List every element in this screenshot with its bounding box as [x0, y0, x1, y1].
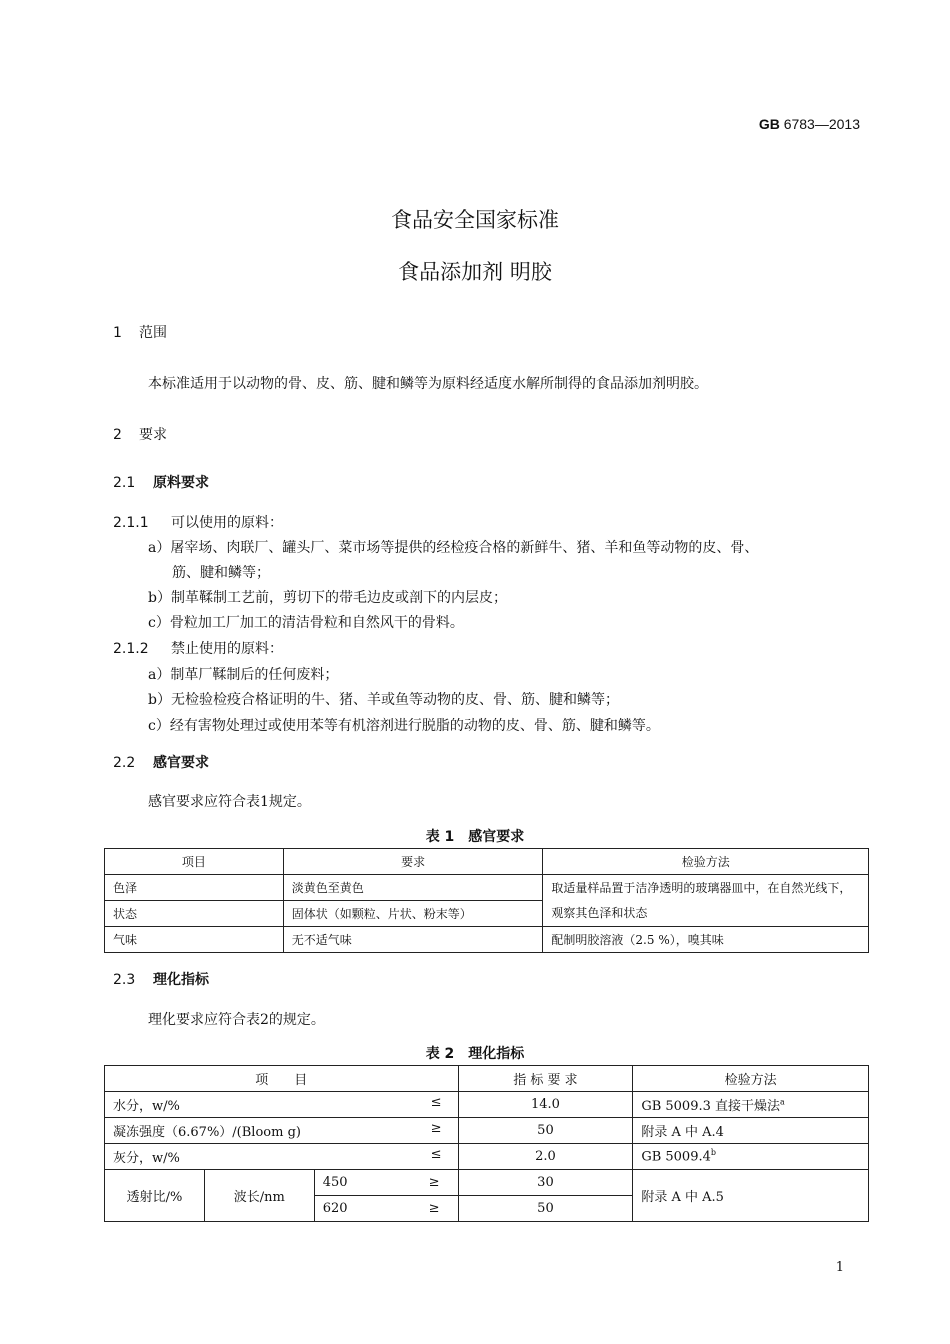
footnote-marker: b — [710, 1148, 716, 1158]
page-number: 1 — [835, 1260, 844, 1275]
list-item: b）无检验检疫合格证明的牛、猪、羊或鱼等动物的皮、骨、筋、腱和鳞等； — [148, 692, 619, 708]
physicochemical-indicators-table — [104, 1065, 869, 1222]
table-cell: 50 — [458, 1118, 633, 1144]
table-cell: 透射比/% — [105, 1170, 205, 1222]
table-row — [105, 927, 869, 953]
standard-code: GB 6783—2013 — [758, 116, 860, 132]
comparison-symbol: ≤ — [430, 1095, 442, 1110]
table-cell: 14.0 — [458, 1092, 633, 1118]
table-row — [105, 875, 869, 901]
table-cell — [105, 1144, 459, 1170]
wavelength-value: 620 — [322, 1201, 348, 1216]
table-row — [105, 1118, 869, 1144]
table-cell: 2.0 — [458, 1144, 633, 1170]
section-1-heading: 1 范围 — [113, 325, 167, 341]
column-header: 检验方法 — [543, 849, 869, 875]
comparison-symbol: ≥ — [430, 1121, 442, 1136]
method-text: GB 5009.4 — [641, 1149, 711, 1165]
column-header: 项目 — [105, 849, 284, 875]
table-header-row — [105, 849, 869, 875]
list-item: c）经有害物处理过或使用苯等有机溶剂进行脱脂的动物的皮、骨、筋、腱和鳞等。 — [148, 718, 660, 734]
footnote-marker: a — [780, 1097, 785, 1107]
column-header: 要求 — [283, 849, 543, 875]
item-label: 凝冻强度（6.67%）/(Bloom g) — [113, 1125, 301, 1140]
column-header: 检验方法 — [633, 1066, 869, 1092]
table-cell: 气味 — [105, 927, 284, 953]
comparison-symbol: ≤ — [430, 1147, 442, 1162]
section-2-3-text: 理化要求应符合表2的规定。 — [148, 1012, 325, 1028]
table-cell — [633, 1092, 869, 1118]
table-row — [105, 1092, 869, 1118]
section-2-1-2-heading: 2.1.2 禁止使用的原料： — [113, 641, 283, 657]
table-cell: 淡黄色至黄色 — [283, 875, 543, 901]
column-header: 项 目 — [105, 1066, 459, 1092]
table-cell: 50 — [458, 1196, 633, 1222]
table-row — [105, 1170, 869, 1196]
column-header: 指 标 要 求 — [458, 1066, 633, 1092]
method-text: GB 5009.3 直接干燥法 — [641, 1099, 781, 1114]
list-item: b）制革鞣制工艺前，剪切下的带毛边皮或剖下的内层皮； — [148, 590, 507, 606]
table-cell: 30 — [458, 1170, 633, 1196]
table-cell — [105, 1118, 459, 1144]
table-cell — [314, 1196, 458, 1222]
table-2-caption: 表 2 理化指标 — [425, 1046, 525, 1062]
section-2-1-1-heading: 2.1.1 可以使用的原料： — [113, 515, 283, 531]
document-title: 食品安全国家标准 — [391, 208, 559, 232]
item-label: 灰分，w/% — [113, 1151, 180, 1166]
list-item-continuation: 筋、腱和鳞等； — [172, 565, 270, 581]
section-2-2-text: 感官要求应符合表1规定。 — [148, 794, 311, 810]
wavelength-value: 450 — [322, 1175, 348, 1190]
table-cell: 色泽 — [105, 875, 284, 901]
table-header-row — [105, 1066, 869, 1092]
section-2-2-heading: 2.2 感官要求 — [113, 755, 209, 771]
section-2-1-heading: 2.1 原料要求 — [113, 475, 209, 491]
table-cell: 固体状（如颗粒、片状、粉末等） — [283, 901, 543, 927]
table-cell — [105, 1092, 459, 1118]
item-label: 水分，w/% — [113, 1099, 180, 1114]
table-cell: 状态 — [105, 901, 284, 927]
table-cell: 配制明胶溶液（2.5 %），嗅其味 — [543, 927, 869, 953]
table-cell: 波长/nm — [204, 1170, 314, 1222]
table-row — [105, 1144, 869, 1170]
list-item: a）屠宰场、肉联厂、罐头厂、菜市场等提供的经检疫合格的新鲜牛、猪、羊和鱼等动物的皮、骨、 — [148, 540, 759, 556]
table-cell: 附录 A 中 A.5 — [633, 1170, 869, 1222]
section-2-heading: 2 要求 — [113, 427, 167, 443]
table-cell — [314, 1170, 458, 1196]
section-2-3-heading: 2.3 理化指标 — [113, 972, 209, 988]
table-1-caption: 表 1 感官要求 — [425, 829, 525, 845]
table-cell-merged-method: 取适量样品置于洁净透明的玻璃器皿中，在自然光线下，观察其色泽和状态 — [543, 875, 869, 927]
table-cell — [633, 1144, 869, 1170]
document-subtitle: 食品添加剂 明胶 — [398, 260, 552, 284]
table-cell: 附录 A 中 A.4 — [633, 1118, 869, 1144]
comparison-symbol: ≥ — [428, 1175, 440, 1190]
list-item: c）骨粒加工厂加工的清洁骨粒和自然风干的骨料。 — [148, 615, 464, 631]
list-item: a）制革厂鞣制后的任何废料； — [148, 667, 339, 683]
comparison-symbol: ≥ — [428, 1201, 440, 1216]
section-1-text: 本标准适用于以动物的骨、皮、筋、腱和鳞等为原料经适度水解所制得的食品添加剂明胶。 — [148, 376, 708, 392]
table-cell: 无不适气味 — [283, 927, 543, 953]
sensory-requirements-table — [104, 848, 869, 953]
